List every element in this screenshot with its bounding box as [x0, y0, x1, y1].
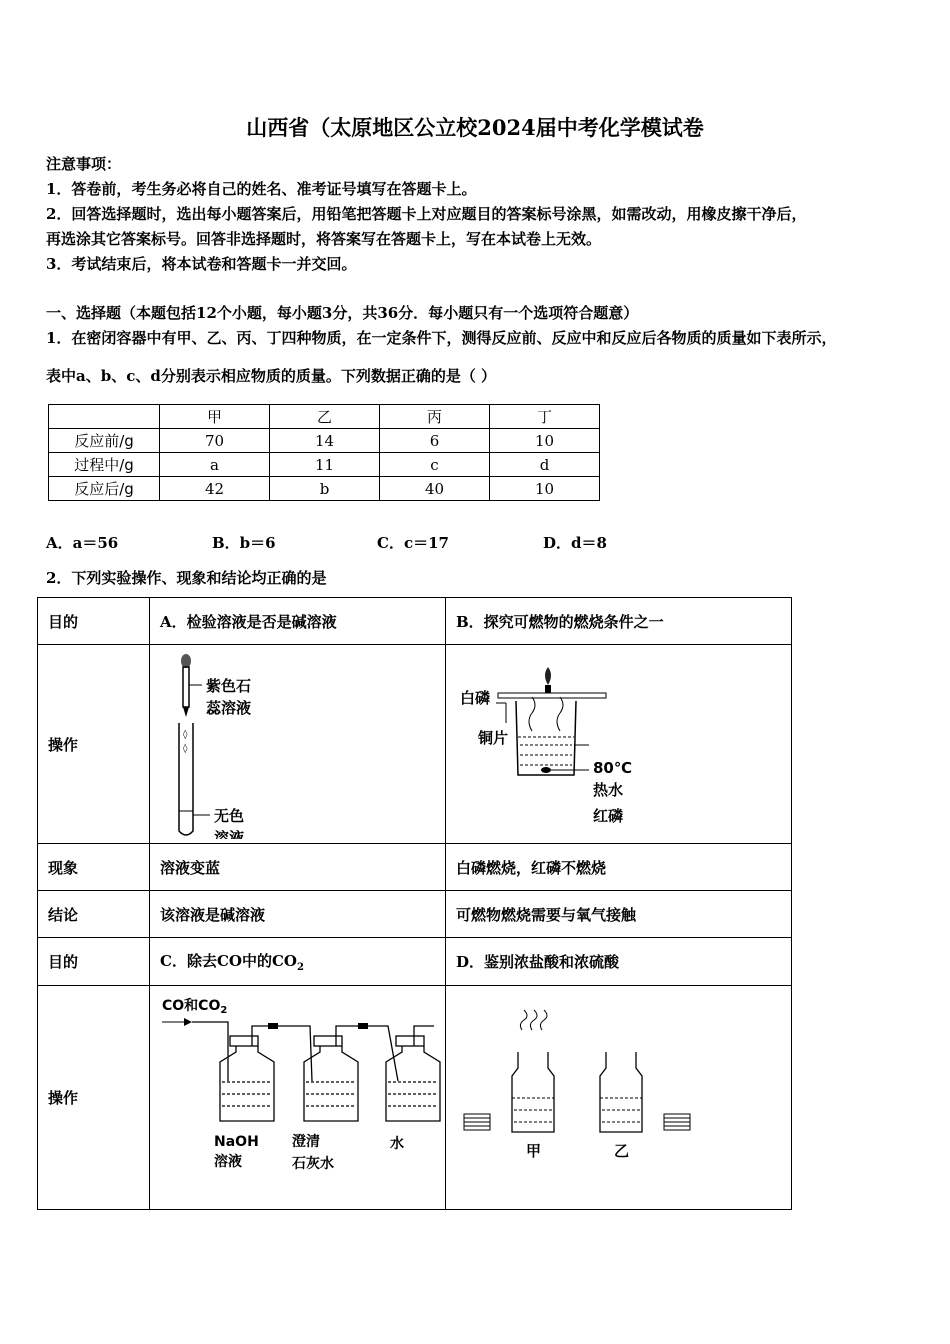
figure-label: 溶液: [214, 829, 245, 839]
figure-label: 甲: [526, 1142, 542, 1160]
table-cell: [49, 405, 160, 429]
figure-cell-b: [446, 645, 792, 844]
figure-cell-c: [150, 986, 446, 1210]
option-c[interactable]: C．c＝17: [377, 534, 449, 552]
row-label: 操作: [38, 986, 150, 1210]
phosphorus-beaker-figure: [446, 645, 791, 839]
figure-label: 水: [390, 1136, 404, 1152]
option-d[interactable]: D．d＝8: [543, 534, 607, 552]
table-cell: 可燃物燃烧需要与氧气接触: [446, 891, 792, 938]
bottle-jia: [512, 1052, 554, 1132]
table-cell: 白磷燃烧，红磷不燃烧: [446, 844, 792, 891]
flame-icon: [545, 667, 551, 685]
white-phosphorus: [545, 685, 551, 693]
gas-wash-bottles-figure: [150, 986, 444, 1205]
table-cell: 10: [490, 477, 600, 501]
figure-label: 蕊溶液: [206, 699, 252, 717]
table-row: [38, 986, 792, 1210]
table-row: [49, 477, 600, 501]
figure-label: 溶液: [214, 1154, 242, 1170]
row-label: 操作: [38, 645, 150, 844]
table-cell: 42: [160, 477, 270, 501]
table-cell: b: [270, 477, 380, 501]
table-row: [49, 453, 600, 477]
option-b[interactable]: B．b＝6: [212, 534, 276, 552]
figure-label: CO和$CO_2$: [162, 998, 228, 1016]
stopper-icon: [664, 1114, 690, 1130]
dropper-tip: [183, 707, 189, 717]
table-row: [38, 938, 792, 986]
q1-table: [48, 404, 600, 501]
acid-bottles-figure: [446, 986, 791, 1205]
drop-icon: ◊: [183, 730, 188, 740]
table-cell: [150, 938, 446, 986]
red-phosphorus: [541, 767, 551, 773]
row-label: 结论: [38, 891, 150, 938]
table-cell: 70: [160, 429, 270, 453]
table-cell: a: [160, 453, 270, 477]
table-header: 乙: [270, 405, 380, 429]
table-cell: D．鉴别浓盐酸和浓硫酸: [446, 938, 792, 986]
fume-icon: [540, 1010, 547, 1030]
q1-stem-line2: 表中a、b、c、d分别表示相应物质的质量。下列数据正确的是（ ）: [46, 367, 497, 385]
figure-label: 热水: [593, 781, 624, 799]
figure-label: 红磷: [593, 807, 624, 825]
gas-tubes: [192, 1022, 434, 1081]
table-cell: 10: [490, 429, 600, 453]
dropper-tube: [183, 667, 189, 707]
table-header: 丙: [380, 405, 490, 429]
steam-icon: [557, 697, 563, 731]
table-cell: 11: [270, 453, 380, 477]
rubber-connector: [268, 1023, 278, 1029]
table-cell: 14: [270, 429, 380, 453]
steam-icon: [529, 697, 535, 731]
option-c-text: C．除去CO中的CO: [160, 952, 297, 970]
dropper-bulb: [181, 654, 191, 668]
section-heading: 一、选择题（本题包括12个小题，每小题3分，共36分．每小题只有一个选项符合题意）: [46, 304, 639, 322]
drop-icon: ◊: [183, 744, 188, 754]
figure-label: 石灰水: [292, 1156, 334, 1172]
table-header: 甲: [160, 405, 270, 429]
table-cell: B．探究可燃物的燃烧条件之一: [446, 598, 792, 645]
row-label: 过程中/g: [49, 453, 160, 477]
figure-label: 澄清: [292, 1134, 320, 1150]
notice-item: 3．考试结束后，将本试卷和答题卡一并交回。: [46, 255, 357, 273]
rubber-connector: [358, 1023, 368, 1029]
figure-cell-a: [150, 645, 446, 844]
stopper-icon: [464, 1114, 490, 1130]
fume-icon: [530, 1010, 537, 1030]
table-row: [38, 891, 792, 938]
table-row: [38, 844, 792, 891]
row-label: 目的: [38, 598, 150, 645]
table-cell: 6: [380, 429, 490, 453]
table-row: [38, 645, 792, 844]
bottle-yi: [600, 1052, 642, 1132]
q1-stem-line1: 1．在密闭容器中有甲、乙、丙、丁四种物质，在一定条件下，测得反应前、反应中和反应后各物质的质量如下表所示，: [46, 329, 837, 347]
dropper-test-tube-figure: [150, 645, 444, 839]
table-cell: d: [490, 453, 600, 477]
figure-label: NaOH: [214, 1134, 259, 1150]
notice-item: 1．答卷前，考生务必将自己的姓名、准考证号填写在答题卡上。: [46, 180, 477, 198]
table-row: [49, 429, 600, 453]
arrow-head-icon: [184, 1018, 192, 1026]
notice-item: 再选涂其它答案标号。回答非选择题时，将答案写在答题卡上，写在本试卷上无效。: [46, 230, 602, 248]
notice-item: 2．回答选择题时，选出每小题答案后，用铅笔把答题卡上对应题目的答案标号涂黑，如需改动，用橡皮擦干净后，: [46, 205, 807, 223]
figure-label: 白磷: [460, 689, 491, 707]
q2-stem: 2．下列实验操作、现象和结论均正确的是: [46, 569, 327, 587]
row-label: 现象: [38, 844, 150, 891]
table-cell: c: [380, 453, 490, 477]
table-row: [38, 598, 792, 645]
table-cell: A．检验溶液是否是碱溶液: [150, 598, 446, 645]
figure-label: 无色: [214, 807, 245, 825]
table-header-row: [49, 405, 600, 429]
option-a[interactable]: A．a＝56: [46, 534, 119, 552]
figure-label: 80℃: [593, 759, 633, 777]
fume-icon: [520, 1010, 527, 1030]
figure-label: 紫色石: [206, 677, 252, 695]
table-cell: 该溶液是碱溶液: [150, 891, 446, 938]
row-label: 目的: [38, 938, 150, 986]
table-cell: 溶液变蓝: [150, 844, 446, 891]
notice-heading: 注意事项：: [46, 155, 122, 173]
row-label: 反应前/g: [49, 429, 160, 453]
beaker: [516, 701, 576, 775]
page-title: 山西省（太原地区公立校2024届中考化学模试卷: [246, 115, 704, 140]
bottle-3: [386, 1036, 440, 1121]
table-header: 丁: [490, 405, 600, 429]
subscript: 2: [296, 962, 304, 973]
figure-label: 铜片: [478, 729, 509, 747]
row-label: 反应后/g: [49, 477, 160, 501]
copper-plate: [498, 693, 606, 698]
figure-label: 乙: [614, 1142, 630, 1160]
q2-table: [37, 597, 792, 1210]
figure-cell-d: [446, 986, 792, 1210]
table-cell: 40: [380, 477, 490, 501]
